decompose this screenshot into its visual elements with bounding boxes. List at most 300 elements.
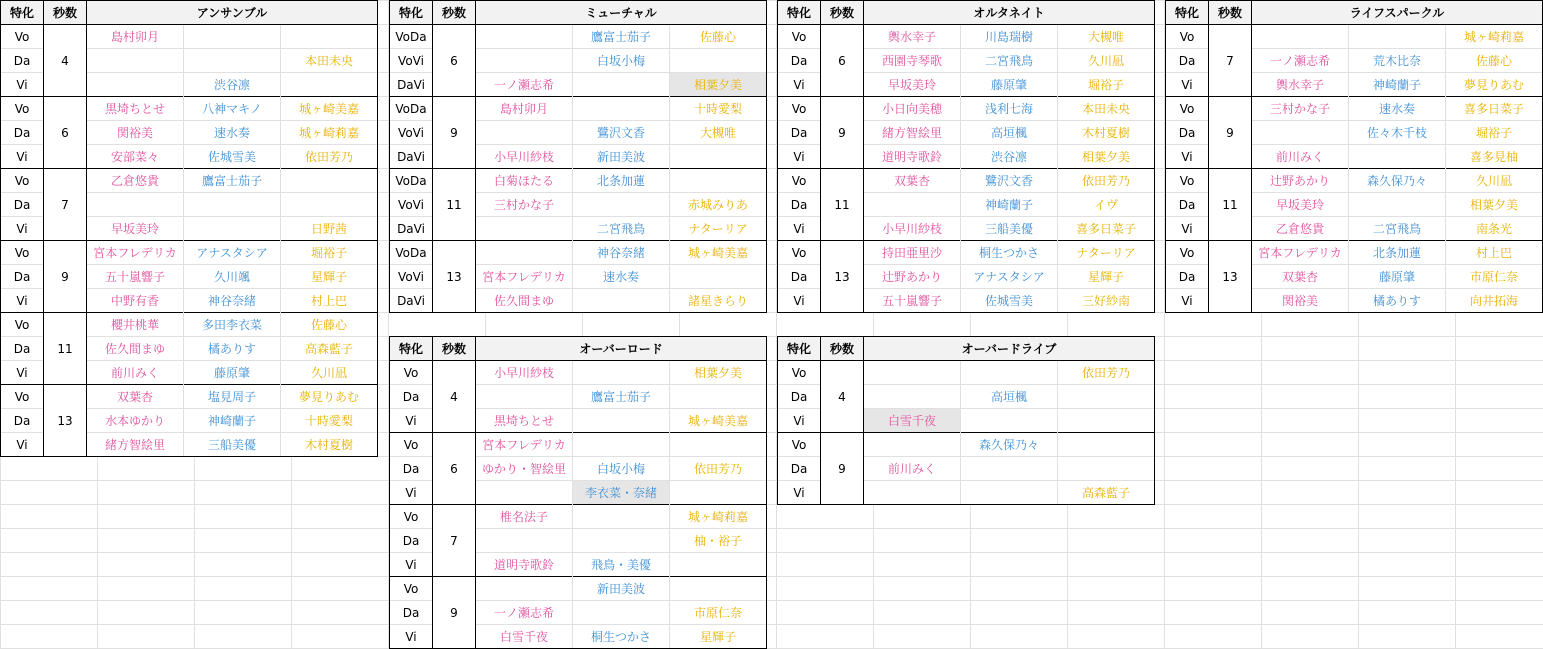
attr-cell: DaVi (390, 217, 433, 241)
idol-cell (1349, 25, 1446, 49)
idol-cell: 黒埼ちとせ (87, 97, 184, 121)
seconds-cell: 13 (1209, 241, 1252, 313)
idol-cell: 速水奏 (184, 121, 281, 145)
idol-cell: 向井拓海 (1446, 289, 1543, 313)
header-sec: 秒数 (44, 1, 87, 25)
idol-cell: 久川凪 (281, 361, 378, 385)
idol-cell (670, 49, 767, 73)
header-attr: 特化 (390, 337, 433, 361)
idol-cell: 小日向美穂 (864, 97, 961, 121)
seconds-cell: 9 (433, 577, 476, 649)
idol-cell: 星輝子 (1058, 265, 1155, 289)
table-row (390, 577, 767, 601)
idol-cell: 城ヶ崎美嘉 (670, 409, 767, 433)
idol-cell (573, 601, 670, 625)
seconds-cell: 9 (821, 433, 864, 505)
attr-cell: VoVi (390, 49, 433, 73)
idol-cell: 飛鳥・美優 (573, 553, 670, 577)
seconds-cell: 11 (433, 169, 476, 241)
attr-cell: Da (1, 193, 44, 217)
idol-cell: 依田芳乃 (1058, 361, 1155, 385)
idol-cell: 一ノ瀬志希 (476, 73, 573, 97)
attr-cell: Vi (1166, 217, 1209, 241)
seconds-cell: 4 (821, 361, 864, 433)
seconds-cell: 11 (1209, 169, 1252, 241)
attr-cell: Vi (1, 289, 44, 313)
attr-cell: Vo (778, 433, 821, 457)
attr-cell: Vo (778, 361, 821, 385)
attr-cell: Da (778, 265, 821, 289)
idol-cell: ゆかり・智絵里 (476, 457, 573, 481)
idol-cell: 依田芳乃 (281, 145, 378, 169)
header-attr: 特化 (778, 337, 821, 361)
idol-cell: 高垣楓 (961, 385, 1058, 409)
alternate-grid (777, 0, 1155, 313)
table-title: ライフスパークル (1252, 1, 1543, 25)
table-row (1, 25, 378, 49)
header-sec: 秒数 (821, 337, 864, 361)
idol-cell: 本田未央 (281, 49, 378, 73)
idol-cell (961, 361, 1058, 385)
seconds-cell: 6 (44, 97, 87, 169)
idol-cell: 村上巴 (1446, 241, 1543, 265)
idol-cell: 赤城みりあ (670, 193, 767, 217)
idol-cell: 堀裕子 (1446, 121, 1543, 145)
idol-cell: 安部菜々 (87, 145, 184, 169)
table-overload (389, 336, 767, 649)
idol-cell: イヴ (1058, 193, 1155, 217)
table-title: オルタネイト (864, 1, 1155, 25)
idol-cell (573, 409, 670, 433)
idol-cell: 鷹富士茄子 (184, 169, 281, 193)
idol-cell (864, 361, 961, 385)
idol-cell: アナスタシア (184, 241, 281, 265)
attr-cell: Vi (390, 481, 433, 505)
idol-cell: 小早川紗枝 (476, 361, 573, 385)
table-row (778, 169, 1155, 193)
idol-cell: 村上巴 (281, 289, 378, 313)
attr-cell: Vi (1166, 289, 1209, 313)
attr-cell: Vo (390, 505, 433, 529)
table-row (390, 25, 767, 49)
attr-cell: Vo (1, 169, 44, 193)
table-row (1, 385, 378, 409)
idol-cell: 早坂美玲 (864, 73, 961, 97)
attr-cell: Vo (1, 313, 44, 337)
attr-cell: Da (390, 457, 433, 481)
idol-cell: 鷹富士茄子 (573, 385, 670, 409)
idol-cell: 緒方智絵里 (864, 121, 961, 145)
idol-cell: 白菊ほたる (476, 169, 573, 193)
seconds-cell: 9 (44, 241, 87, 313)
idol-cell: 新田美波 (573, 577, 670, 601)
attr-cell: Da (1, 409, 44, 433)
idol-cell: 塩見周子 (184, 385, 281, 409)
idol-cell: 神崎蘭子 (1349, 73, 1446, 97)
seconds-cell: 7 (44, 169, 87, 241)
idol-cell: 双葉杏 (864, 169, 961, 193)
idol-cell (476, 121, 573, 145)
attr-cell: Da (778, 193, 821, 217)
idol-cell: 鷹富士茄子 (573, 25, 670, 49)
idol-cell: 三船美優 (184, 433, 281, 457)
idol-cell: 島村卯月 (476, 97, 573, 121)
idol-cell (87, 49, 184, 73)
table-title: アンサンブル (87, 1, 378, 25)
idol-cell: 佐城雪美 (961, 289, 1058, 313)
overload-grid (389, 336, 767, 649)
idol-cell: 輿水幸子 (1252, 73, 1349, 97)
attr-cell: Da (778, 121, 821, 145)
table-row (1166, 25, 1543, 49)
attr-cell: Vi (390, 553, 433, 577)
attr-cell: DaVi (390, 289, 433, 313)
idol-cell (573, 73, 670, 97)
attr-cell: Vo (778, 25, 821, 49)
idol-cell (281, 25, 378, 49)
idol-cell: 二宮飛鳥 (961, 49, 1058, 73)
idol-cell: 李衣菜・奈緒 (573, 481, 670, 505)
idol-cell: 橘ありす (1349, 289, 1446, 313)
idol-cell (476, 385, 573, 409)
idol-cell: 大槻唯 (670, 121, 767, 145)
idol-cell: 緒方智絵里 (87, 433, 184, 457)
idol-cell (476, 49, 573, 73)
idol-cell (184, 49, 281, 73)
idol-cell: 神崎蘭子 (961, 193, 1058, 217)
table-row (1, 169, 378, 193)
idol-cell (573, 193, 670, 217)
idol-cell: 川島瑞樹 (961, 25, 1058, 49)
idol-cell (961, 481, 1058, 505)
idol-cell: 新田美波 (573, 145, 670, 169)
header-sec: 秒数 (433, 337, 476, 361)
attr-cell: Vi (1, 361, 44, 385)
idol-cell: 関裕美 (1252, 289, 1349, 313)
idol-cell: 宮本フレデリカ (476, 265, 573, 289)
idol-cell (1058, 409, 1155, 433)
idol-cell: 三船美優 (961, 217, 1058, 241)
attr-cell: Da (390, 385, 433, 409)
seconds-cell: 7 (433, 505, 476, 577)
idol-cell: 柚・裕子 (670, 529, 767, 553)
table-row (1166, 241, 1543, 265)
attr-cell: Vi (778, 289, 821, 313)
attr-cell: Vi (1, 73, 44, 97)
idol-cell: 佐藤心 (670, 25, 767, 49)
attr-cell: Da (1, 49, 44, 73)
attr-cell: Vo (1166, 241, 1209, 265)
idol-cell (1349, 193, 1446, 217)
idol-cell (184, 217, 281, 241)
idol-cell: 堀裕子 (281, 241, 378, 265)
attr-cell: Da (1166, 49, 1209, 73)
idol-cell: 相葉夕美 (1446, 193, 1543, 217)
idol-cell (476, 481, 573, 505)
table-row (1, 313, 378, 337)
idol-cell: 道明寺歌鈴 (476, 553, 573, 577)
idol-cell (1252, 25, 1349, 49)
table-title: ミューチャル (476, 1, 767, 25)
idol-cell: 北条加蓮 (1349, 241, 1446, 265)
idol-cell: 五十嵐響子 (87, 265, 184, 289)
idol-cell: 久川凪 (1446, 169, 1543, 193)
attr-cell: Vo (778, 241, 821, 265)
idol-cell: 多田李衣菜 (184, 313, 281, 337)
idol-cell: 相葉夕美 (670, 73, 767, 97)
idol-cell: 森久保乃々 (1349, 169, 1446, 193)
attr-cell: Vo (1166, 25, 1209, 49)
idol-cell (1349, 145, 1446, 169)
idol-cell (1058, 457, 1155, 481)
idol-cell: 宮本フレデリカ (1252, 241, 1349, 265)
idol-cell: 久川颯 (184, 265, 281, 289)
idol-cell (864, 481, 961, 505)
idol-cell: 諸星きらり (670, 289, 767, 313)
idol-cell: 相葉夕美 (1058, 145, 1155, 169)
attr-cell: Vo (1, 385, 44, 409)
seconds-cell: 13 (433, 241, 476, 313)
idol-cell: 佐藤心 (1446, 49, 1543, 73)
idol-cell (961, 409, 1058, 433)
attr-cell: Da (778, 49, 821, 73)
idol-cell (670, 169, 767, 193)
attr-cell: VoVi (390, 193, 433, 217)
idol-cell: ナターリア (1058, 241, 1155, 265)
idol-cell: 鷺沢文香 (961, 169, 1058, 193)
idol-cell: 佐久間まゆ (476, 289, 573, 313)
idol-cell: 辻野あかり (1252, 169, 1349, 193)
attr-cell: Vi (778, 73, 821, 97)
attr-cell: Da (778, 385, 821, 409)
idol-cell: 輿水幸子 (864, 25, 961, 49)
table-row (390, 169, 767, 193)
attr-cell: Vo (1166, 97, 1209, 121)
idol-cell: 堀裕子 (1058, 73, 1155, 97)
idol-cell: 中野有香 (87, 289, 184, 313)
header-sec: 秒数 (1209, 1, 1252, 25)
attr-cell: VoVi (390, 265, 433, 289)
idol-cell: 十時愛梨 (670, 97, 767, 121)
seconds-cell: 11 (821, 169, 864, 241)
idol-cell: 市原仁奈 (670, 601, 767, 625)
idol-cell (476, 217, 573, 241)
table-row (390, 97, 767, 121)
overdrive-grid (777, 336, 1155, 505)
idol-cell: 城ヶ崎美嘉 (281, 97, 378, 121)
attr-cell: VoDa (390, 169, 433, 193)
attr-cell: Da (778, 457, 821, 481)
idol-cell: 八神マキノ (184, 97, 281, 121)
attr-cell: DaVi (390, 73, 433, 97)
attr-cell: Vi (1, 145, 44, 169)
idol-cell (87, 73, 184, 97)
musical-grid (389, 0, 767, 313)
idol-cell: 大槻唯 (1058, 25, 1155, 49)
idol-cell: 藤原肇 (1349, 265, 1446, 289)
idol-cell (281, 193, 378, 217)
idol-cell: 前川みく (87, 361, 184, 385)
attr-cell: Vi (390, 625, 433, 649)
header-attr: 特化 (390, 1, 433, 25)
idol-cell: 高森藍子 (281, 337, 378, 361)
idol-cell (961, 457, 1058, 481)
idol-cell: 宮本フレデリカ (476, 433, 573, 457)
attr-cell: Da (1, 121, 44, 145)
attr-cell: Da (1166, 265, 1209, 289)
idol-cell: 喜多日菜子 (1058, 217, 1155, 241)
table-row (1, 97, 378, 121)
idol-cell: 鷺沢文香 (573, 121, 670, 145)
idol-cell (573, 97, 670, 121)
attr-cell: Vo (390, 433, 433, 457)
idol-cell: 木村夏樹 (1058, 121, 1155, 145)
table-row (778, 97, 1155, 121)
idol-cell (281, 73, 378, 97)
idol-cell: 西園寺琴歌 (864, 49, 961, 73)
table-row (390, 241, 767, 265)
lifesparkle-grid (1165, 0, 1543, 313)
idol-cell (670, 385, 767, 409)
attr-cell: VoDa (390, 241, 433, 265)
attr-cell: Vo (1, 97, 44, 121)
idol-cell (864, 193, 961, 217)
idol-cell: 市原仁奈 (1446, 265, 1543, 289)
idol-cell: 乙倉悠貴 (1252, 217, 1349, 241)
idol-cell: 城ヶ崎莉嘉 (1446, 25, 1543, 49)
header-sec: 秒数 (821, 1, 864, 25)
idol-cell: 関裕美 (87, 121, 184, 145)
seconds-cell: 4 (44, 25, 87, 97)
idol-cell (1252, 121, 1349, 145)
idol-cell (184, 25, 281, 49)
attr-cell: Vi (1, 217, 44, 241)
attr-cell: Vi (1, 433, 44, 457)
seconds-cell: 9 (821, 97, 864, 169)
idol-cell: 神谷奈緒 (573, 241, 670, 265)
idol-cell: 三村かな子 (476, 193, 573, 217)
ensemble-grid (0, 0, 378, 457)
header-sec: 秒数 (433, 1, 476, 25)
idol-cell: 木村夏樹 (281, 433, 378, 457)
header-attr: 特化 (778, 1, 821, 25)
idol-cell (670, 433, 767, 457)
attr-cell: Vo (1, 241, 44, 265)
idol-cell: 喜多見柚 (1446, 145, 1543, 169)
idol-cell: 小早川紗枝 (864, 217, 961, 241)
idol-cell: 神谷奈緒 (184, 289, 281, 313)
idol-cell: 藤原肇 (961, 73, 1058, 97)
idol-cell (573, 289, 670, 313)
attr-cell: Vi (778, 481, 821, 505)
attr-cell: Vo (390, 577, 433, 601)
idol-cell: 白坂小梅 (573, 49, 670, 73)
idol-cell: 森久保乃々 (961, 433, 1058, 457)
idol-cell (184, 193, 281, 217)
idol-cell: 夢見りあむ (281, 385, 378, 409)
idol-cell: 桐生つかさ (573, 625, 670, 649)
table-ensemble (0, 0, 378, 457)
table-musical (389, 0, 767, 313)
table-row (1166, 97, 1543, 121)
idol-cell: 宮本フレデリカ (87, 241, 184, 265)
table-row (390, 433, 767, 457)
idol-cell: 五十嵐響子 (864, 289, 961, 313)
idol-cell (670, 145, 767, 169)
idol-cell: 城ヶ崎莉嘉 (670, 505, 767, 529)
idol-cell: 荒木比奈 (1349, 49, 1446, 73)
idol-cell (864, 433, 961, 457)
attr-cell: DaVi (390, 145, 433, 169)
table-row (390, 505, 767, 529)
attr-cell: Da (1166, 193, 1209, 217)
seconds-cell: 6 (433, 25, 476, 97)
idol-cell: 喜多日菜子 (1446, 97, 1543, 121)
table-row (1, 241, 378, 265)
idol-cell (1058, 433, 1155, 457)
idol-cell: 前川みく (1252, 145, 1349, 169)
seconds-cell: 13 (44, 385, 87, 457)
idol-cell: 橘ありす (184, 337, 281, 361)
attr-cell: Vi (1166, 145, 1209, 169)
attr-cell: Vi (1166, 73, 1209, 97)
idol-cell: 星輝子 (281, 265, 378, 289)
idol-cell: 佐久間まゆ (87, 337, 184, 361)
idol-cell: 依田芳乃 (670, 457, 767, 481)
idol-cell: 二宮飛鳥 (1349, 217, 1446, 241)
attr-cell: VoDa (390, 25, 433, 49)
seconds-cell: 6 (433, 433, 476, 505)
table-overdrive (777, 336, 1155, 505)
table-row (390, 361, 767, 385)
attr-cell: Vo (778, 97, 821, 121)
idol-cell (476, 25, 573, 49)
attr-cell: Vi (778, 217, 821, 241)
idol-cell: 佐城雪美 (184, 145, 281, 169)
idol-cell: 佐藤心 (281, 313, 378, 337)
idol-cell: 双葉杏 (1252, 265, 1349, 289)
table-row (1166, 169, 1543, 193)
idol-cell: 白坂小梅 (573, 457, 670, 481)
idol-cell: 道明寺歌鈴 (864, 145, 961, 169)
idol-cell: 南条光 (1446, 217, 1543, 241)
attr-cell: Da (390, 601, 433, 625)
attr-cell: Vo (1, 25, 44, 49)
idol-cell: 渋谷凛 (961, 145, 1058, 169)
idol-cell (573, 505, 670, 529)
idol-cell: 二宮飛鳥 (573, 217, 670, 241)
attr-cell: Vo (1166, 169, 1209, 193)
idol-cell (476, 241, 573, 265)
idol-cell: 速水奏 (1349, 97, 1446, 121)
attr-cell: Da (1, 265, 44, 289)
idol-cell (573, 361, 670, 385)
seconds-cell: 6 (821, 25, 864, 97)
idol-cell (670, 553, 767, 577)
idol-cell (87, 193, 184, 217)
idol-cell (1058, 385, 1155, 409)
idol-cell: 藤原肇 (184, 361, 281, 385)
idol-cell: 佐々木千枝 (1349, 121, 1446, 145)
seconds-cell: 4 (433, 361, 476, 433)
seconds-cell: 9 (1209, 97, 1252, 169)
idol-cell: 黒埼ちとせ (476, 409, 573, 433)
seconds-cell: 9 (433, 97, 476, 169)
idol-cell: 椎名法子 (476, 505, 573, 529)
idol-cell: 一ノ瀬志希 (1252, 49, 1349, 73)
attr-cell: Vo (778, 169, 821, 193)
idol-cell: 速水奏 (573, 265, 670, 289)
